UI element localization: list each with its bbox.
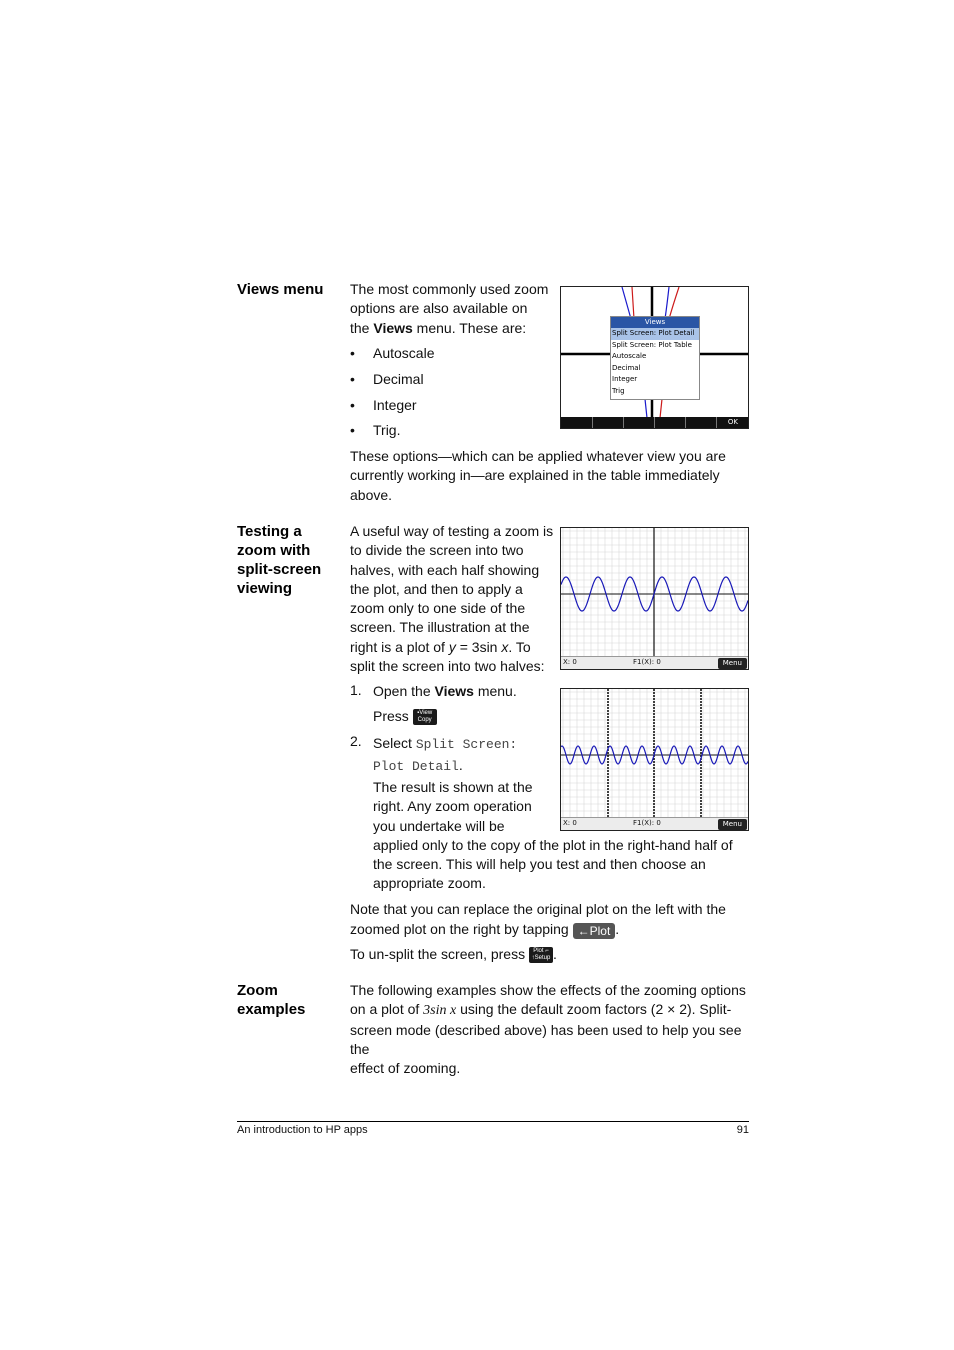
zoom-examples-text: The following examples show the effects of the zooming options on a plot of 3sin x using the default zoom factors (2 × 2). Split- screen mode (described above) has been used to help you see the effect of zooming. [350, 982, 746, 1077]
menu-item-autoscale[interactable]: Autoscale [612, 352, 647, 360]
menu-item-decimal[interactable]: Decimal [612, 363, 641, 372]
x-readout: X: 0 [563, 819, 577, 827]
split-screen-plot-screenshot [560, 688, 749, 831]
step-number: 2. [350, 733, 362, 749]
formula: 3sin x [423, 1003, 457, 1019]
menu-item-split-plot-table[interactable]: Split Screen: Plot Table [612, 340, 692, 349]
x-readout: X: 0 [563, 658, 577, 666]
step-number: 1. [350, 682, 362, 698]
testing-intro: A useful way of testing a zoom is to divide the screen into two halves, with each half showing the plot, and then to apply a zoom only to one side of the screen. The illustration at the right is a plot of y = 3sin x. To split the screen into two halves: [350, 523, 554, 675]
section-heading-zoom-examples: Zoom examples [237, 982, 306, 1018]
menu-item-split-plot-detail[interactable]: Split Screen: Plot Detail [611, 328, 699, 340]
result-text: The result is shown at the right. Any zoom operation you undertake will be applied only to the copy of the plot in the right-hand half of the screen. This will help you test and then choose an appropriate zoom. [373, 779, 733, 892]
footer-title: An introduction to HP apps [237, 1124, 368, 1136]
menu-item-integer[interactable]: Integer [612, 375, 638, 383]
view-key[interactable]: ▪View Copy [413, 709, 437, 725]
step1-text: Open the Views menu. [373, 683, 517, 699]
views-dropdown-menu [610, 316, 700, 400]
plot-status-bar [561, 656, 748, 669]
note-text: Note that you can replace the original plot on the left with the zoomed plot on the right by tapping ←Plot . [350, 901, 726, 938]
views-menu-screenshot [560, 286, 749, 429]
f1-readout: F1(X): 0 [633, 819, 661, 827]
section-heading-testing-zoom: Testing a zoom with split-screen viewing [237, 523, 322, 597]
menu-item-trig[interactable]: Trig [612, 386, 625, 395]
sine-plot-canvas [561, 528, 748, 657]
menu-softkey[interactable]: Menu [718, 819, 747, 830]
ok-softkey[interactable]: OK [727, 418, 738, 426]
split-plot-canvas [561, 689, 748, 818]
f1-readout: F1(X): 0 [633, 658, 661, 666]
views-menu-title: Views [611, 317, 699, 328]
views-softkey-bar [561, 417, 748, 428]
plot-key[interactable]: Plot ⌐ ↑Setup [529, 947, 553, 963]
page-number: 91 [736, 1124, 749, 1136]
step2-text: Select Split Screen: Plot Detail. [373, 735, 518, 774]
press-line: Press ▪View Copy [373, 707, 437, 726]
formula-line: right is a plot of y = 3sin x. To [350, 638, 531, 655]
sine-plot-screenshot [560, 527, 749, 670]
views-intro-end: menu. These are: [412, 319, 527, 336]
plot-softkey-button[interactable]: ←Plot [573, 923, 616, 939]
plot-status-bar [561, 817, 748, 830]
views-after-text: These options—which can be applied whatever view you are currently working in—are explained in the table immediately above. [350, 448, 726, 503]
views-intro [350, 280, 550, 338]
menu-softkey[interactable]: Menu [718, 658, 747, 669]
unsplit-text: To un-split the screen, press Plot ⌐ ↑Setup . [350, 946, 557, 962]
views-intro-text: The most commonly used zoom options are also available on the [350, 281, 549, 336]
footer-rule [237, 1121, 749, 1122]
views-intro-bold: Views [373, 319, 413, 336]
section-heading-views-menu: Views menu [237, 281, 324, 298]
